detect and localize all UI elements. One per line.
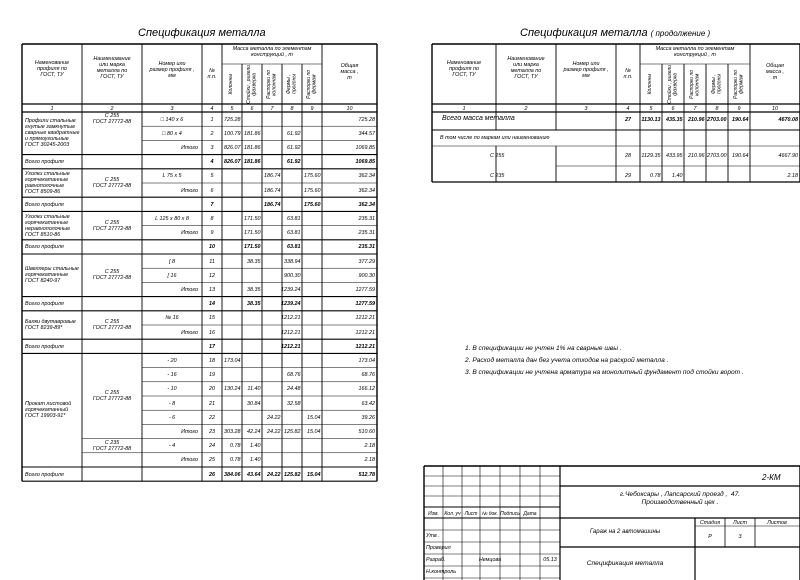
left-row-c5: 826.07: [224, 159, 241, 166]
left-row-vsego-label: Всего профиля: [25, 301, 64, 308]
left-table-title: Спецификация металла: [138, 27, 266, 39]
left-row-c8: 125.82: [284, 428, 301, 435]
left-header-c7: Распорки по колоннам: [265, 69, 277, 99]
right-colnum: 2: [524, 105, 528, 112]
right-row-num: 28: [625, 153, 631, 159]
left-row-c8: 125.82: [284, 471, 301, 478]
left-row-c9: 175.60: [304, 173, 321, 180]
left-colnum: 7: [270, 105, 274, 112]
left-row-c8: 61.92: [287, 159, 301, 166]
left-row-total: 2.18: [364, 443, 375, 450]
left-row-num: 8: [210, 215, 214, 222]
left-row-vsego-label: Всего профиля: [25, 343, 64, 350]
left-row-vsego-label: Всего профиля: [25, 244, 64, 251]
left-row-c7: 24.22: [267, 414, 281, 421]
stamp-col-label: Лист: [464, 510, 478, 517]
left-header-c8: Фермы , прогоны: [285, 74, 297, 94]
left-row-total: 1212.21: [355, 315, 375, 322]
right-row-c8: 2703.00: [707, 117, 727, 123]
right-row-total: 4667.90: [778, 153, 798, 159]
right-row-c6: 433.95: [666, 153, 683, 159]
left-row-c6: 11.40: [247, 386, 261, 393]
right-header-c7: Распорки по колоннам: [688, 69, 700, 99]
note-2: 2. Расход металла дан без учета отходов на раскрой металла .: [465, 357, 669, 364]
right-row-c7: 210.96: [688, 117, 705, 123]
right-colnum: 7: [693, 105, 697, 112]
left-row-size: - 10: [167, 386, 177, 393]
left-row-c8: 32.58: [287, 400, 301, 407]
right-colnum: 5: [649, 105, 653, 112]
right-row-c7: 210.96: [688, 153, 705, 159]
left-row-size: - 16: [167, 372, 177, 379]
left-row-c5: 0.78: [230, 457, 241, 464]
left-row-c9: 15.04: [307, 428, 321, 435]
left-row-itogo: Итого: [181, 230, 198, 237]
left-header-grade: Наименование или марка металла по ГОСТ, ТУ: [93, 56, 131, 80]
stamp-stage-value: Р: [708, 534, 712, 540]
left-row-c8: 63.81: [287, 230, 301, 237]
left-row-c7: 24.22: [267, 428, 281, 435]
left-row-total: 1212.21: [355, 343, 375, 350]
left-header-total: Общая масса , т: [340, 63, 359, 81]
left-group-grade: С 255 ГОСТ 27772-88: [92, 113, 132, 126]
left-row-num: 11: [209, 258, 215, 265]
left-row-c6: 1.40: [250, 443, 261, 450]
left-row-c6: 30.84: [247, 400, 261, 407]
stamp-date: 05.13: [543, 557, 557, 563]
left-row-c5: 826.07: [224, 144, 241, 151]
left-colnum: 4: [210, 105, 214, 112]
left-row-num: 12: [209, 272, 215, 279]
left-group-name: Уголки стальные горячекатанные равнополочные ГОСТ 8509-86: [25, 171, 70, 195]
left-row-c8: 1212.21: [281, 329, 301, 336]
left-row-c5: 725.28: [224, 116, 241, 123]
right-header-c9: Распорки по фермам: [732, 69, 744, 99]
right-header-c8: Фермы , прогоны: [710, 74, 722, 94]
right-row-c9: 190.64: [732, 153, 749, 159]
left-colnum: 3: [170, 105, 174, 112]
left-row-c7: 186.74: [264, 187, 281, 194]
left-row-c6: 171.50: [244, 244, 261, 251]
right-header-c5: Колонны: [647, 74, 653, 95]
left-row-total: 510.60: [358, 428, 375, 435]
left-row-c5: 173.04: [224, 357, 241, 364]
left-row-c5: 0.78: [230, 443, 241, 450]
right-row-total: 4670.08: [778, 117, 798, 123]
left-row-total: 1277.59: [355, 286, 375, 293]
left-row-c9: 15.04: [307, 414, 321, 421]
left-row-num: 7: [210, 201, 214, 208]
left-header-mass-group: Масса металла по элементам конструкций , т: [232, 46, 312, 58]
left-colnum: 6: [250, 105, 254, 112]
left-row-num: 13: [209, 286, 215, 293]
left-row-size: № 16: [165, 315, 179, 322]
left-row-total: 1277.59: [355, 301, 375, 308]
left-row-c5: 130.24: [224, 386, 241, 393]
left-row-c5: 384.06: [224, 471, 241, 478]
stamp-col-label: Изм.: [428, 510, 439, 517]
note-1: 1. В спецификации не учтен 1% на сварные швы .: [465, 345, 622, 352]
stamp-developer: Немцова: [478, 557, 502, 563]
left-row-itogo: Итого: [181, 144, 198, 151]
stamp-role-label: Проверил: [426, 545, 451, 551]
left-row-c6: 38.35: [247, 286, 261, 293]
left-header-c6: Стойки , ригели фахверка: [245, 64, 257, 104]
left-row-c6: 181.86: [244, 130, 261, 137]
left-row-total: 235.31: [358, 244, 375, 251]
left-row-c6: 38.35: [247, 258, 261, 265]
left-row-total: 235.31: [358, 215, 375, 222]
right-colnum: 4: [626, 105, 630, 112]
note-3: 3. В спецификации не учтена арматура на монолитный фундамент под стойки ворот .: [465, 369, 744, 376]
left-row-c7: 186.74: [264, 173, 281, 180]
right-row-total: 2.18: [787, 173, 798, 179]
stamp-col-label: Кол. уч: [444, 510, 461, 517]
stamp-address: г.Чебоксары , Лапсарский проезд , 47. Производственный цех .: [619, 491, 741, 506]
left-row-itogo: Итого: [181, 329, 198, 336]
left-row-itogo: Итого: [181, 187, 198, 194]
left-group-grade: С 255 ГОСТ 27772-88: [92, 177, 132, 189]
left-row-num: 24: [209, 443, 215, 450]
left-group-grade: С 255 ГОСТ 27772-88: [92, 390, 132, 402]
left-group-grade: С 255 ГОСТ 27772-88: [92, 319, 132, 331]
right-row-c5: 1130.13: [641, 117, 661, 123]
right-row-c5: 0.78: [650, 173, 661, 179]
right-header-size: Номер или размер профиля , мм: [563, 61, 609, 79]
left-row-total: 1212.21: [355, 329, 375, 336]
right-row-c9: 190.64: [732, 117, 749, 123]
right-colnum: 9: [737, 105, 741, 112]
left-colnum: 8: [290, 105, 294, 112]
right-colnum: 8: [715, 105, 719, 112]
left-row-c8: 63.81: [287, 244, 301, 251]
left-group-name: Балки двутавровые ГОСТ 8239-89*: [25, 319, 76, 331]
right-header-num: № п.п.: [623, 68, 633, 80]
stamp-role-label: Разраб.: [426, 557, 446, 563]
left-row-num: 5: [210, 173, 214, 180]
right-row-num: 27: [625, 117, 631, 123]
left-row-c8: 63.81: [287, 215, 301, 222]
left-group-grade: С 255 ГОСТ 27772-88: [92, 219, 132, 232]
left-row-vsego-label: Всего профиля: [25, 471, 64, 478]
left-row-num: 15: [209, 315, 215, 322]
left-row-c9: 15.04: [307, 471, 321, 478]
left-row-c6: 43.64: [247, 471, 261, 478]
left-row-c8: 1239.24: [281, 286, 301, 293]
left-row-size: [ 16: [167, 272, 177, 279]
right-colnum: 6: [671, 105, 675, 112]
left-row-c8: 68.76: [287, 372, 301, 379]
left-row-c8: 1212.21: [281, 315, 301, 322]
left-header-c9: Распорки по фермам: [305, 69, 317, 99]
stamp-doc-code: 2-КМ: [762, 473, 781, 482]
left-row-total: 362.34: [358, 201, 375, 208]
left-row-total: 1069.85: [355, 144, 375, 151]
left-group-name: Уголки стальные горячекатанные неравнополочные ГОСТ 8510-86: [25, 213, 71, 238]
left-row-num: 21: [209, 400, 215, 407]
right-row-c6: 435.35: [666, 117, 683, 123]
right-colnum: 1: [462, 105, 466, 112]
left-row-c5: 303.28: [224, 428, 241, 435]
left-row-c6: 171.50: [244, 215, 261, 222]
left-row-num: 16: [209, 329, 215, 336]
left-row-size: L 125 x 80 x 8: [155, 215, 189, 222]
left-row-num: 17: [209, 343, 215, 350]
left-row-itogo: Итого: [181, 428, 198, 435]
left-row-size: [ 8: [169, 258, 175, 265]
stamp-stage-label: Стадия: [699, 519, 721, 526]
stamp-role-label: Н.контроль: [426, 569, 457, 575]
left-row-total: 362.34: [358, 173, 375, 180]
left-row-size: □ 140 x 6: [160, 116, 184, 123]
left-row-num: 1: [210, 116, 214, 123]
left-row-size: □ 80 x 4: [162, 130, 182, 137]
right-header-mass-group: Масса металла по элементам конструкций , т: [655, 46, 735, 58]
left-row-num: 10: [209, 244, 215, 251]
stamp-col-label: № док.: [481, 510, 499, 517]
left-row-num: 2: [210, 130, 214, 137]
left-header-num: № п.п.: [207, 68, 217, 80]
left-row-c6: 181.86: [244, 159, 261, 166]
left-row-itogo: Итого: [181, 457, 198, 464]
right-header-grade: Наименование или марка металла по ГОСТ, ТУ: [507, 56, 545, 80]
right-row-grade: С 255: [490, 153, 505, 159]
left-row-num: 9: [210, 230, 214, 237]
right-title-main: Спецификация металла: [520, 27, 648, 39]
right-row-c6: 1.40: [672, 173, 683, 179]
left-colnum: 5: [230, 105, 234, 112]
left-row-total: 344.57: [358, 130, 375, 137]
left-colnum: 9: [310, 105, 314, 112]
left-colnum: 2: [110, 105, 114, 112]
left-row-c6: 42.24: [247, 428, 261, 435]
right-row-c8: 2703.00: [707, 153, 727, 159]
right-table-title: [520, 27, 710, 39]
stamp-sheet-value: 3: [738, 534, 742, 540]
left-header-name: Наменование профиля по ГОСТ, ТУ: [34, 60, 70, 78]
left-row-c6: 38.35: [247, 301, 261, 308]
left-colnum: 1: [50, 105, 54, 112]
stamp-sheet-name: Спецификация металла: [586, 560, 664, 567]
left-row-c8: 900.30: [284, 272, 301, 279]
left-row-num: 26: [209, 471, 215, 478]
left-row-c6: 181.86: [244, 144, 261, 151]
left-group-name: Профили стальные гнутые замкнутые сварные квадратные и прямоугольные ГОСТ 30245-2003: [25, 118, 80, 149]
left-row-total: 362.34: [358, 187, 375, 194]
right-title-suffix: ( продолжение ): [650, 29, 711, 38]
left-row-total: 173.04: [358, 357, 375, 364]
left-row-vsego-label: Всего профиля: [25, 159, 64, 166]
left-row-num: 19: [209, 372, 215, 379]
left-row-num: 22: [209, 414, 215, 421]
left-row-total: 68.76: [361, 372, 375, 379]
left-row-c6: 1.40: [250, 457, 261, 464]
left-row-num: 3: [210, 144, 214, 151]
left-header-size: Номер или размер профиля , мм: [149, 61, 195, 79]
left-row-c9: 175.60: [304, 201, 321, 208]
left-row-total: 377.29: [358, 258, 375, 265]
left-row-total: 725.28: [358, 116, 375, 123]
left-row-total: 512.78: [358, 471, 375, 478]
left-row-size: L 75 x 5: [162, 173, 182, 180]
right-row-c5: 1129.35: [641, 153, 661, 159]
left-row-itogo: Итого: [181, 286, 198, 293]
right-colnum: 3: [584, 105, 588, 112]
left-row-num: 23: [209, 428, 215, 435]
left-row-size: - 4: [168, 443, 176, 450]
left-row-c8: 24.48: [287, 386, 301, 393]
left-row-total: 235.31: [358, 230, 375, 237]
left-row-num: 20: [209, 386, 215, 393]
stamp-col-label: Подпись: [500, 510, 520, 517]
left-row-total: 39.26: [361, 414, 375, 421]
left-row-c8: 61.92: [287, 130, 301, 137]
left-row-size: - 6: [168, 414, 176, 421]
left-row-size: - 8: [168, 400, 176, 407]
left-row-c6: 171.50: [244, 230, 261, 237]
left-row-c9: 175.60: [304, 187, 321, 194]
left-row-total: 900.30: [358, 272, 375, 279]
left-row-num: 25: [209, 457, 215, 464]
stamp-col-label: Дата: [523, 510, 537, 517]
stamp-sheets-label: Листов: [767, 519, 787, 526]
left-row-total: 2.18: [364, 457, 375, 464]
left-header-c5: Колонны: [228, 74, 234, 95]
left-row-c8: 338.94: [284, 258, 301, 265]
left-row-total: 1069.85: [355, 159, 375, 166]
left-row-c5: 100.79: [224, 130, 241, 137]
left-row-vsego-label: Всего профиля: [25, 201, 64, 208]
right-row-num: 29: [625, 173, 631, 179]
left-row-num: 6: [210, 187, 214, 194]
stamp-project: Гараж на 2 автомашины: [589, 529, 661, 535]
left-group-grade: С 255 ГОСТ 27772-88: [92, 269, 132, 282]
right-subtitle: В том числе по маркам или наименованию: [440, 134, 550, 141]
left-row-c7: 186.74: [264, 201, 281, 208]
left-row-c8: 1239.24: [281, 301, 301, 308]
left-row-num: 4: [210, 159, 214, 166]
left-row-c8: 1212.21: [281, 343, 301, 350]
right-header-total: Общая масса , т: [765, 63, 785, 81]
left-row-total: 63.42: [361, 400, 375, 407]
left-row-num: 14: [209, 301, 215, 308]
left-colnum: 10: [346, 105, 353, 112]
left-group-grade-c235: С 235 ГОСТ 27772-88: [92, 439, 132, 452]
left-row-num: 18: [209, 357, 215, 364]
left-group-name: Швеллеры стальные горячекатанные ГОСТ 8240-97: [25, 266, 79, 285]
stamp-role-label: Утв .: [426, 533, 440, 539]
right-header-c6: Стойки , ригели фахверка: [666, 64, 678, 104]
stamp-sheet-label: Лист: [733, 519, 747, 526]
left-row-size: - 20: [167, 357, 177, 364]
left-row-c7: 24.22: [267, 471, 281, 478]
right-header-name: Наменование профиля по ГОСТ, ТУ: [446, 60, 482, 78]
right-colnum: 10: [772, 105, 778, 112]
left-group-name: Прокат листовой горячекатанный ГОСТ 19903-91*: [25, 401, 72, 420]
left-row-c8: 61.92: [287, 144, 301, 151]
right-row-grade: С 235: [490, 173, 505, 179]
right-total-label: Всего масса металла: [442, 115, 515, 122]
left-row-total: 166.12: [358, 386, 375, 393]
